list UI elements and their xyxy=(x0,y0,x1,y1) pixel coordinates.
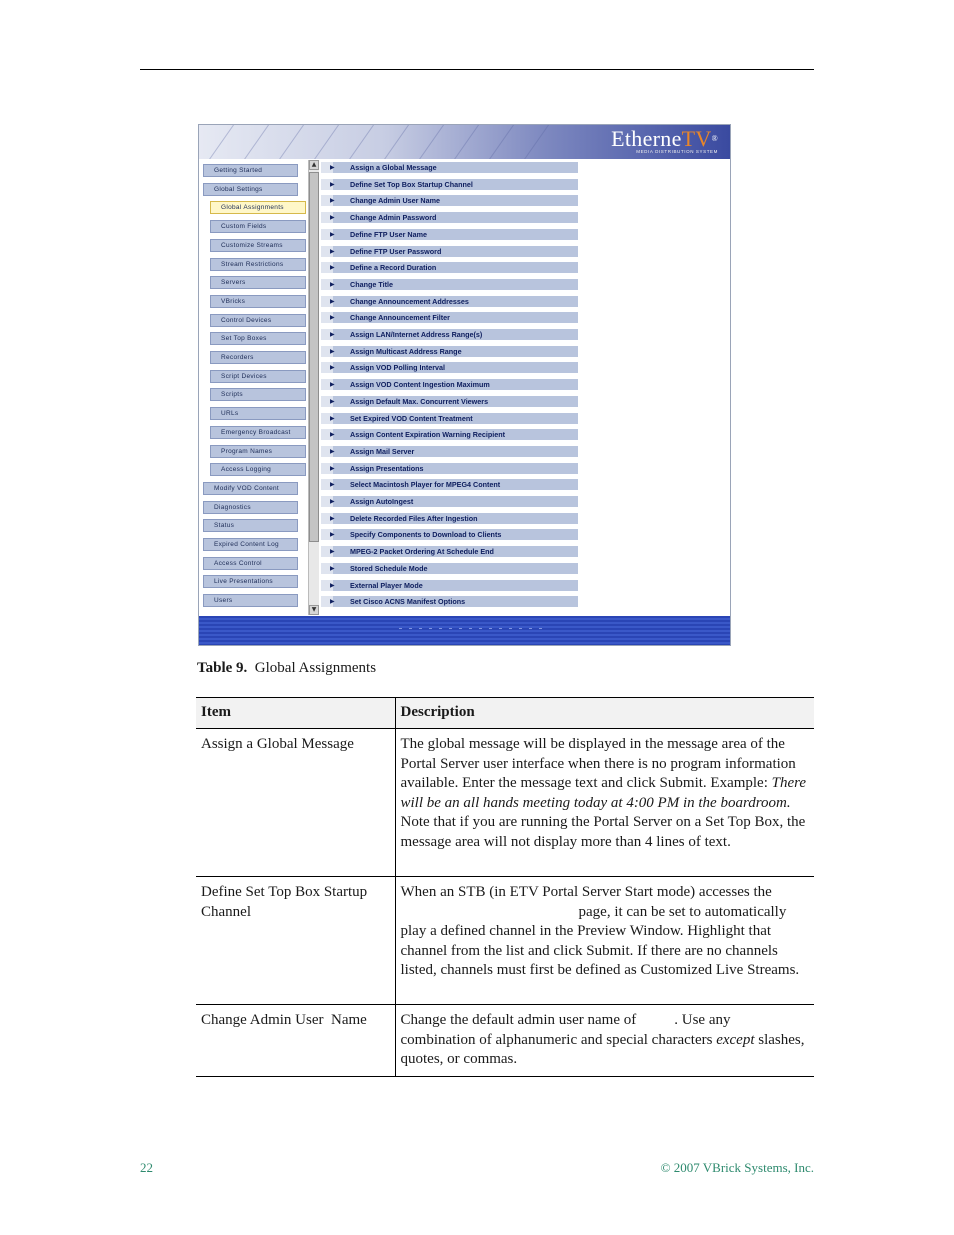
menu-item-label: Assign Mail Server xyxy=(350,446,415,456)
etv-admin-screenshot xyxy=(198,124,731,646)
nav-item-status[interactable]: Status xyxy=(203,519,298,532)
menu-item-label: Change Announcement Addresses xyxy=(350,296,469,306)
menu-item-label: Stored Schedule Mode xyxy=(350,563,428,573)
menu-item[interactable] xyxy=(321,346,578,357)
table-row xyxy=(196,1005,814,1077)
menu-item[interactable] xyxy=(321,329,578,340)
menu-item[interactable] xyxy=(321,496,578,507)
item-cell: Assign a Global Message xyxy=(196,729,395,877)
nav-item-modify-vod-content[interactable]: Modify VOD Content xyxy=(203,482,298,495)
table-caption xyxy=(197,660,376,677)
menu-item-label: Define FTP User Name xyxy=(350,229,427,239)
triangle-right-icon: ▶ xyxy=(330,180,335,188)
menu-item[interactable] xyxy=(321,529,578,540)
triangle-right-icon: ▶ xyxy=(330,331,335,338)
triangle-right-icon: ▶ xyxy=(330,447,335,455)
page-number: 22 xyxy=(140,1160,153,1175)
caption-label: Table 9. xyxy=(197,660,248,676)
triangle-right-icon: ▶ xyxy=(330,247,335,255)
triangle-right-icon: ▶ xyxy=(330,514,335,522)
menu-item[interactable] xyxy=(321,563,578,574)
nav-item-set-top-boxes[interactable]: Set Top Boxes xyxy=(210,332,306,345)
menu-item[interactable] xyxy=(321,479,578,490)
menu-item[interactable] xyxy=(321,446,578,457)
menu-item[interactable] xyxy=(321,179,578,190)
triangle-right-icon: ▶ xyxy=(330,548,335,556)
description-cell: Change the default admin user name of . Use any combination of alphanumeric and special characters except slashes, quotes, or commas. xyxy=(395,1005,814,1077)
nav-item-emergency-broadcast[interactable]: Emergency Broadcast xyxy=(210,426,306,439)
nav-item-live-presentations[interactable]: Live Presentations xyxy=(203,575,298,588)
menu-item[interactable] xyxy=(321,379,578,390)
nav-item-getting-started[interactable]: Getting Started xyxy=(203,164,298,177)
triangle-right-icon: ▶ xyxy=(330,347,335,355)
menu-item[interactable] xyxy=(321,246,578,257)
menu-item-label: Change Admin User Name xyxy=(350,196,440,206)
nav-item-urls[interactable]: URLs xyxy=(210,407,306,420)
triangle-right-icon: ▶ xyxy=(330,531,335,539)
nav-item-vbricks[interactable]: VBricks xyxy=(210,295,306,308)
menu-item-label: Assign VOD Polling Interval xyxy=(350,363,446,373)
nav-item-servers[interactable]: Servers xyxy=(210,276,306,289)
menu-item-label: Define FTP User Password xyxy=(350,246,442,256)
caption-title: Global Assignments xyxy=(254,660,377,676)
triangle-right-icon: ▶ xyxy=(330,297,335,305)
menu-item-label: Set Expired VOD Content Treatment xyxy=(350,413,473,423)
menu-item[interactable] xyxy=(321,162,578,173)
triangle-right-icon: ▶ xyxy=(330,481,335,489)
nav-item-access-logging[interactable]: Access Logging xyxy=(210,463,306,476)
table-row xyxy=(196,877,814,1005)
triangle-right-icon: ▶ xyxy=(330,164,335,171)
triangle-right-icon: ▶ xyxy=(330,564,335,572)
column-header-description: Description xyxy=(395,698,814,729)
nav-item-customize-streams[interactable]: Customize Streams xyxy=(210,239,306,252)
nav-item-program-names[interactable]: Program Names xyxy=(210,445,306,458)
item-cell: Define Set Top Box Startup Channel xyxy=(196,877,395,1005)
nav-item-recorders[interactable]: Recorders xyxy=(210,351,306,364)
menu-item[interactable] xyxy=(321,212,578,223)
nav-item-control-devices[interactable]: Control Devices xyxy=(210,314,306,327)
menu-item[interactable] xyxy=(321,362,578,373)
global-assignments-menu xyxy=(321,159,581,615)
menu-item[interactable] xyxy=(321,279,578,290)
menu-item[interactable] xyxy=(321,513,578,524)
menu-item[interactable] xyxy=(321,580,578,591)
menu-item[interactable] xyxy=(321,296,578,307)
scroll-up-icon[interactable]: ▲ xyxy=(309,160,319,170)
triangle-right-icon: ▶ xyxy=(330,498,335,505)
menu-item-label: Define Set Top Box Startup Channel xyxy=(350,179,473,189)
triangle-right-icon: ▶ xyxy=(330,314,335,322)
menu-item[interactable] xyxy=(321,413,578,424)
menu-item-label: Assign Default Max. Concurrent Viewers xyxy=(350,396,489,406)
menu-item[interactable] xyxy=(321,546,578,557)
triangle-right-icon: ▶ xyxy=(330,431,335,439)
menu-item-label: Change Announcement Filter xyxy=(350,313,450,323)
menu-item-label: MPEG-2 Packet Ordering At Schedule End xyxy=(350,547,494,557)
menu-item-label: Select Macintosh Player for MPEG4 Content xyxy=(350,480,501,490)
menu-item-label: Set Cisco ACNS Manifest Options xyxy=(350,597,466,607)
scroll-down-icon[interactable]: ▼ xyxy=(309,605,319,615)
global-assignments-table xyxy=(196,697,814,1077)
menu-item-label: Assign Content Expiration Warning Recipient xyxy=(350,430,506,440)
copyright-notice: © 2007 VBrick Systems, Inc. xyxy=(660,1160,814,1175)
nav-item-global-assignments[interactable]: Global Assignments xyxy=(210,201,306,214)
etv-banner xyxy=(199,125,730,159)
menu-item-label: Delete Recorded Files After Ingestion xyxy=(350,513,478,523)
triangle-right-icon: ▶ xyxy=(330,581,335,589)
menu-item-label: Define a Record Duration xyxy=(350,263,437,273)
menu-item[interactable] xyxy=(321,396,578,407)
description-cell: The global message will be displayed in the message area of the Portal Server user interface when there is no program information available. Enter the message text and click Submit. Example: There will be an all hands meeting today at 4:00 PM in the boardroom. Note that if you are running the Portal Server on a Set Top Box, the message area will not display more than 4 lines of text. xyxy=(395,729,814,877)
nav-item-stream-restrictions[interactable]: Stream Restrictions xyxy=(210,258,306,271)
table-header-row xyxy=(196,698,814,729)
banner-decoration xyxy=(199,125,579,159)
menu-item[interactable] xyxy=(321,312,578,323)
triangle-right-icon: ▶ xyxy=(330,197,335,205)
triangle-right-icon: ▶ xyxy=(330,381,335,389)
menu-item[interactable] xyxy=(321,262,578,273)
item-cell: Change Admin User Name xyxy=(196,1005,395,1077)
menu-item[interactable] xyxy=(321,429,578,440)
admin-left-nav xyxy=(199,159,307,615)
triangle-right-icon: ▶ xyxy=(330,264,335,272)
triangle-right-icon: ▶ xyxy=(330,214,335,222)
triangle-right-icon: ▶ xyxy=(330,464,335,472)
scroll-thumb[interactable] xyxy=(309,172,319,542)
triangle-right-icon: ▶ xyxy=(330,598,335,606)
menu-item-label: Assign AutoIngest xyxy=(350,497,414,506)
nav-item-expired-content-log[interactable]: Expired Content Log xyxy=(203,538,298,551)
menu-item[interactable] xyxy=(321,463,578,474)
nav-scrollbar[interactable] xyxy=(308,160,319,615)
screenshot-footer-band xyxy=(199,616,730,646)
menu-item-label: Assign LAN/Internet Address Range(s) xyxy=(350,330,483,339)
nav-item-access-control[interactable]: Access Control xyxy=(203,557,298,570)
menu-item-label: Change Title xyxy=(350,279,393,289)
column-header-item: Item xyxy=(196,698,395,729)
triangle-right-icon: ▶ xyxy=(330,397,335,405)
ethernetv-logo: EtherneTV® MEDIA DISTRIBUTION SYSTEM xyxy=(611,126,718,154)
triangle-right-icon: ▶ xyxy=(330,364,335,372)
nav-item-global-settings[interactable]: Global Settings xyxy=(203,183,298,196)
menu-item-label: Assign a Global Message xyxy=(350,163,437,172)
menu-item-label: External Player Mode xyxy=(350,580,423,590)
menu-item-label: Assign Multicast Address Range xyxy=(350,346,462,356)
nav-item-script-devices[interactable]: Script Devices xyxy=(210,370,306,383)
triangle-right-icon: ▶ xyxy=(330,230,335,238)
menu-item[interactable] xyxy=(321,229,578,240)
menu-item-label: Change Admin Password xyxy=(350,213,437,223)
menu-item-label: Assign VOD Content Ingestion Maximum xyxy=(350,380,490,390)
triangle-right-icon: ▶ xyxy=(330,280,335,288)
menu-item[interactable] xyxy=(321,195,578,206)
menu-item-label: Specify Components to Download to Clients xyxy=(350,530,502,540)
menu-item[interactable] xyxy=(321,596,578,607)
nav-item-diagnostics[interactable]: Diagnostics xyxy=(203,501,298,514)
header-rule xyxy=(140,69,814,70)
nav-item-users[interactable]: Users xyxy=(203,594,298,607)
triangle-right-icon: ▶ xyxy=(330,414,335,422)
nav-item-scripts[interactable]: Scripts xyxy=(210,388,306,401)
nav-item-custom-fields[interactable]: Custom Fields xyxy=(210,220,306,233)
table-row xyxy=(196,729,814,877)
description-cell: When an STB (in ETV Portal Server Start mode) accesses thepage, it can be set to automatically play a defined channel in the Preview Window. Highlight that channel from the list and click Submit. If there are no channels listed, channels must first be defined as Customized Live Streams. xyxy=(395,877,814,1005)
menu-item-label: Assign Presentations xyxy=(350,463,424,473)
